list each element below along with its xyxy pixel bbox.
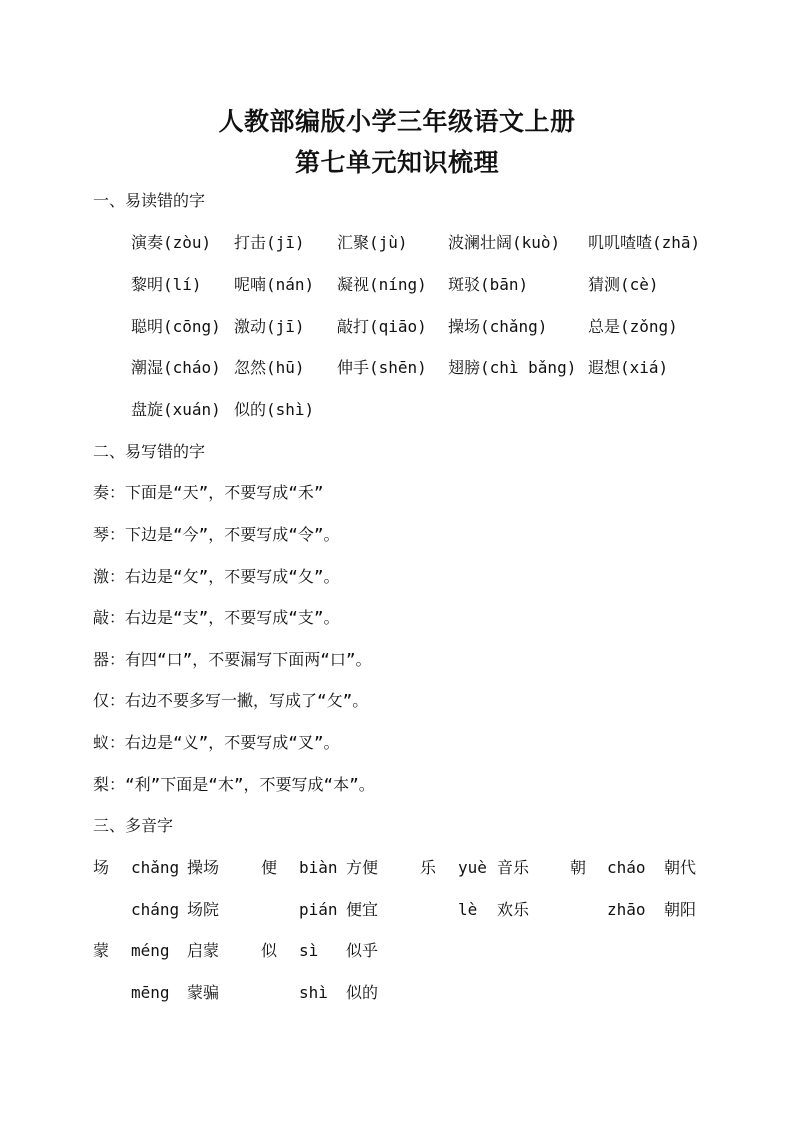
word-cell: 汇聚(jù)	[337, 233, 408, 252]
example-word: 欢乐	[497, 900, 530, 919]
example-word: 便宜	[346, 900, 379, 919]
word-cell: 敲打(qiāo)	[337, 317, 427, 336]
word-cell: 演奏(zòu)	[131, 233, 212, 252]
pinyin: méng	[131, 941, 170, 960]
word-cell: 波澜壮阔(kuò)	[448, 233, 561, 252]
rule-item: 敲：右边是“支”，不要写成“支”。	[93, 608, 340, 627]
rule-item: 蚁：右边是“义”，不要写成“叉”。	[93, 733, 340, 752]
polyphonic-char: 场	[93, 858, 110, 877]
document-title: 人教部编版小学三年级语文上册	[218, 107, 576, 136]
example-word: 方便	[346, 858, 379, 877]
example-word: 蒙骗	[187, 983, 220, 1002]
pinyin: cháo	[607, 858, 646, 877]
example-word: 操场	[187, 858, 220, 877]
pinyin: lè	[458, 900, 478, 919]
polyphonic-char: 乐	[420, 858, 437, 877]
pinyin: sì	[299, 941, 319, 960]
word-cell: 斑驳(bān)	[448, 275, 529, 294]
word-cell: 潮湿(cháo)	[131, 358, 221, 377]
rule-item: 激：右边是“攵”，不要写成“夂”。	[93, 567, 340, 586]
rule-item: 仅：右边不要多写一撇，写成了“攵”。	[93, 691, 369, 710]
pinyin: mēng	[131, 983, 170, 1002]
word-cell: 总是(zǒng)	[588, 317, 678, 336]
example-word: 朝阳	[664, 900, 697, 919]
polyphonic-char: 朝	[570, 858, 587, 877]
section-heading-polyphonic: 三、多音字	[93, 816, 174, 835]
polyphonic-char: 便	[261, 858, 278, 877]
rule-item: 琴：下边是“今”，不要写成“令”。	[93, 525, 340, 544]
example-word: 朝代	[664, 858, 697, 877]
example-word: 场院	[187, 900, 220, 919]
pinyin: cháng	[131, 900, 180, 919]
word-cell: 黎明(lí)	[131, 275, 202, 294]
word-cell: 呢喃(nán)	[234, 275, 315, 294]
document-subtitle: 第七单元知识梳理	[294, 148, 499, 177]
polyphonic-char: 蒙	[93, 941, 110, 960]
word-cell: 伸手(shēn)	[337, 358, 427, 377]
pinyin: shì	[299, 983, 328, 1002]
pinyin: chǎng	[131, 858, 180, 877]
pinyin: pián	[299, 900, 338, 919]
rule-item: 奏：下面是“天”，不要写成“禾”	[93, 483, 324, 502]
word-cell: 叽叽喳喳(zhā)	[588, 233, 701, 252]
word-cell: 似的(shì)	[234, 400, 315, 419]
rule-item: 器：有四“口”，不要漏写下面两“口”。	[93, 650, 372, 669]
word-cell: 翅膀(chì bǎng)	[448, 358, 577, 377]
word-cell: 凝视(níng)	[337, 275, 427, 294]
word-cell: 激动(jī)	[234, 317, 305, 336]
section-heading-miswritten: 二、易写错的字	[93, 442, 206, 461]
pinyin: zhāo	[607, 900, 646, 919]
word-cell: 忽然(hū)	[234, 358, 305, 377]
polyphonic-char: 似	[261, 941, 278, 960]
word-cell: 打击(jī)	[234, 233, 305, 252]
word-cell: 盘旋(xuán)	[131, 400, 221, 419]
pinyin: yuè	[458, 858, 487, 877]
section-heading-misread: 一、易读错的字	[93, 191, 206, 210]
word-cell: 遐想(xiá)	[588, 358, 669, 377]
example-word: 启蒙	[187, 941, 220, 960]
word-cell: 聪明(cōng)	[131, 317, 221, 336]
word-cell: 操场(chǎng)	[448, 317, 548, 336]
rule-item: 梨：“利”下面是“木”，不要写成“本”。	[93, 775, 375, 794]
word-cell: 猜测(cè)	[588, 275, 659, 294]
example-word: 似的	[346, 983, 379, 1002]
example-word: 似乎	[346, 941, 379, 960]
pinyin: biàn	[299, 858, 338, 877]
example-word: 音乐	[497, 858, 530, 877]
